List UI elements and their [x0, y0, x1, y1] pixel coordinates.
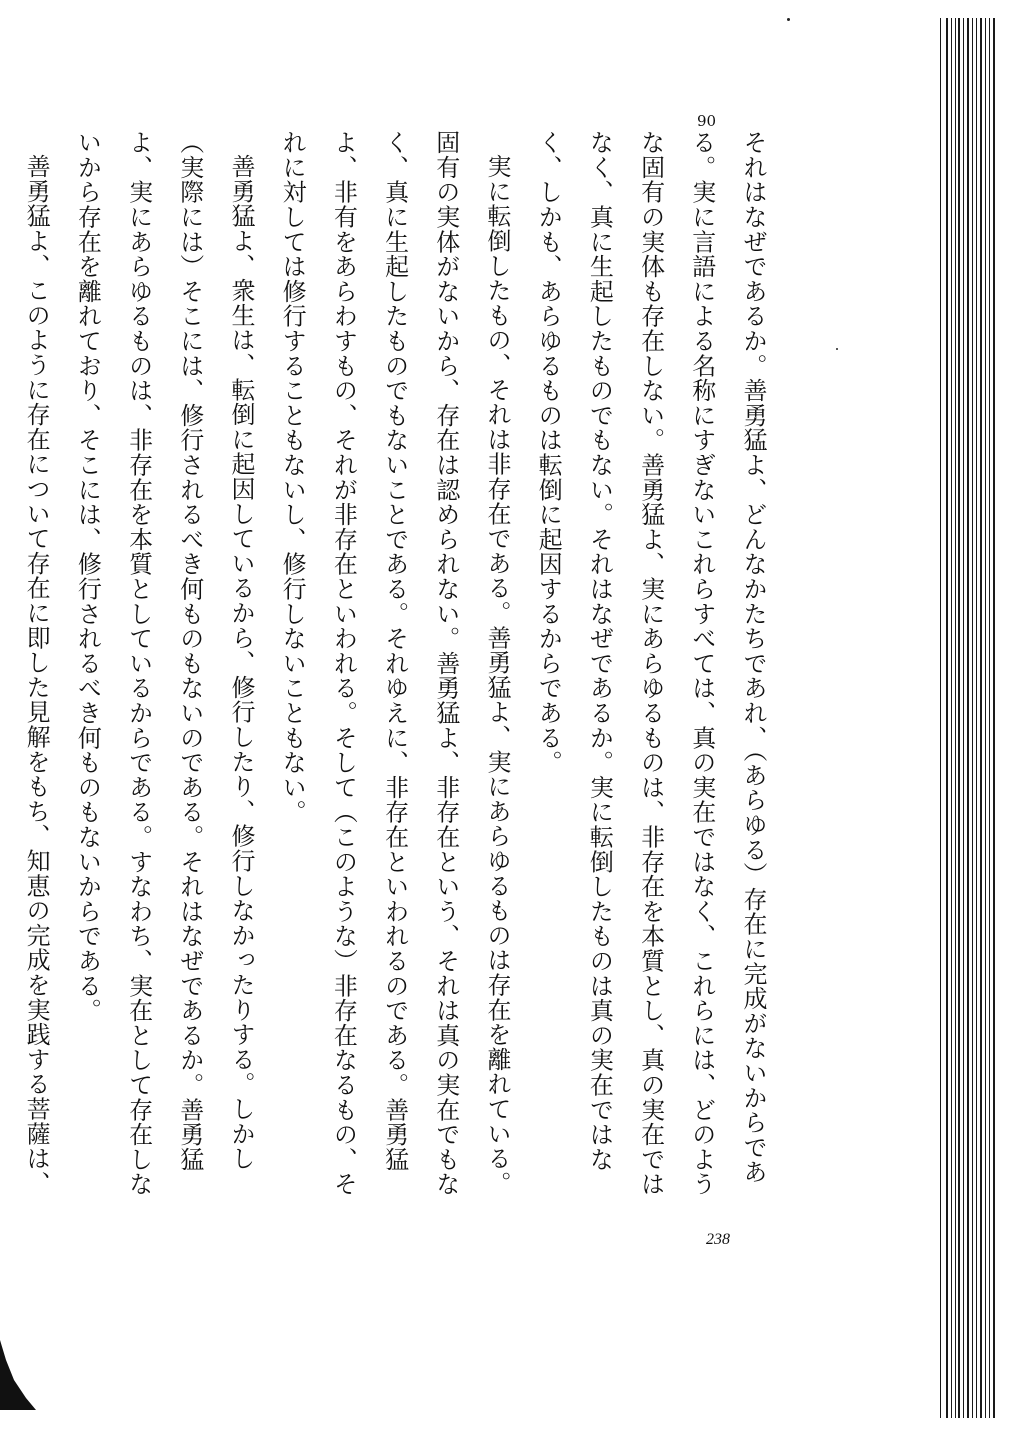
- paragraph: それはなぜであるか。善勇猛よ、どんなかたちであれ、（あらゆる）存在に完成がないからである。実に言語による名称にすぎないこれらすべては、真の実在ではなく、これらには、どのような固有の実体も存在しない。善勇猛よ、実にあらゆるものは、非存在を本質とし、真の実在ではなく、真に生起したものでもない。それはなぜであるか。実に転倒したものは真の実在ではなく、しかも、あらゆるものは転倒に起因するからである。: [534, 130, 767, 1197]
- paragraph: 善勇猛よ、このように存在について存在に即した見解をもち、知恵の完成を実践する菩薩は、: [22, 154, 51, 1196]
- scan-corner-shadow: [0, 1340, 36, 1410]
- paragraph: 善勇猛よ、衆生は、転倒に起因しているから、修行したり、修行しなかったりする。しかし（実際には）そこには、修行されるべき何ものもないのである。それはなぜであるか。善勇猛よ、実にあらゆるものは、非存在を本質としているからである。すなわち、実在として存在しないから存在を離れており、そこには、修行されるべき何ものもないからである。: [73, 130, 255, 1197]
- scan-speck: [836, 348, 838, 350]
- paragraph: 実に転倒したもの、それは非存在である。善勇猛よ、実にあらゆるものは存在を離れている。固有の実体がないから、存在は認められない。善勇猛よ、非存在という、それは真の実在でもなく、真に生起したものでもないことである。それゆえに、非存在といわれるのである。善勇猛よ、非有をあらわすもの、それが非存在といわれる。そして（このような）非存在なるもの、それに対しては修行することもないし、修行しないこともない。: [278, 130, 511, 1197]
- page-number: 238: [706, 1231, 730, 1248]
- vertical-body-text: [0, 130, 778, 1220]
- scan-speck: [787, 18, 790, 21]
- section-number: 90: [697, 112, 717, 130]
- book-binding-gutter: [938, 18, 996, 1418]
